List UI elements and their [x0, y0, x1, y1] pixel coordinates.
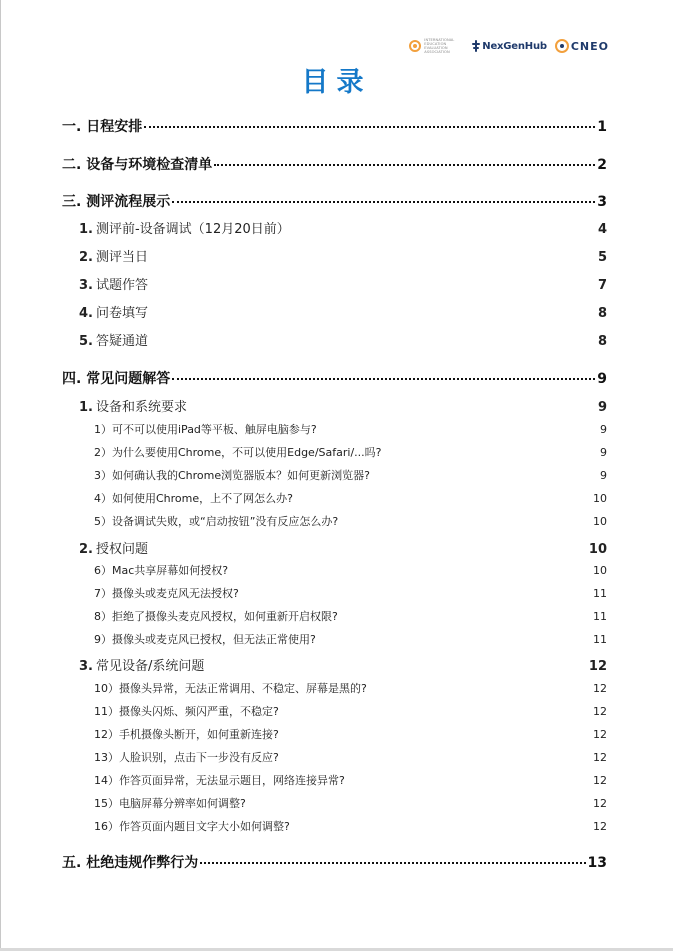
toc-page-number: 9 — [600, 423, 607, 436]
toc-page-number: 9 — [597, 400, 607, 415]
toc-entry[interactable] — [94, 490, 607, 506]
logo-ieea-text: INTERNATIONAL EDUCATION EVALUATION ASSOCIATION — [424, 38, 455, 54]
toc-page-number: 1 — [597, 119, 607, 135]
toc-entry-label: 9）摄像头或麦克风已授权，但无法正常使用? — [94, 633, 316, 646]
toc-entry-number: 4. — [79, 306, 93, 321]
toc-entry[interactable] — [94, 513, 607, 529]
toc-entry-label: 设备和系统要求 — [95, 400, 187, 415]
toc-page-number: 7 — [597, 278, 607, 293]
toc-entry-label: 三. 测评流程展示 — [62, 194, 171, 210]
toc-entry-number: 5. — [79, 334, 93, 349]
toc-entry-label: 常见设备/系统问题 — [95, 659, 205, 674]
toc-page-number: 10 — [593, 564, 607, 577]
toc-entry[interactable] — [62, 852, 607, 872]
toc-page-number: 11 — [593, 633, 607, 646]
toc-page-number: 12 — [593, 728, 607, 741]
toc-entry[interactable] — [94, 680, 607, 696]
toc-entry[interactable] — [94, 467, 607, 483]
toc-entry-label: 二. 设备与环境检查清单 — [62, 157, 213, 173]
toc-entry[interactable] — [94, 421, 607, 437]
toc-entry-label: 五. 杜绝违规作弊行为 — [62, 855, 199, 871]
toc-entry-label: 12）手机摄像头断开，如何重新连接? — [94, 728, 279, 741]
toc-dot-leader — [172, 201, 595, 203]
toc-page-number: 4 — [597, 222, 607, 237]
partner-logos — [409, 38, 609, 54]
toc-entry[interactable] — [94, 703, 607, 719]
toc-entry-number: 1. — [79, 222, 93, 237]
toc-entry-label: 2）为什么要使用Chrome，不可以使用Edge/Safari/...吗? — [94, 446, 382, 459]
toc-entry-number: 2. — [79, 542, 93, 557]
toc-dot-leader — [214, 164, 595, 166]
toc-entry-label: 试题作答 — [95, 278, 148, 293]
toc-entry[interactable] — [94, 608, 607, 624]
toc-page-number: 12 — [593, 820, 607, 833]
toc-page-number: 9 — [597, 371, 607, 387]
logo-cneo — [555, 39, 609, 53]
toc-entry-label: 5）设备调试失败，或“启动按钮”没有反应怎么办? — [94, 515, 339, 528]
toc-entry-label: 14）作答页面异常，无法显示题目，网络连接异常? — [94, 774, 345, 787]
toc-entry-label: 8）拒绝了摄像头麦克风授权，如何重新开启权限? — [94, 610, 338, 623]
toc-entry[interactable] — [94, 726, 607, 742]
toc-entry-label: 15）电脑屏幕分辨率如何调整? — [94, 797, 246, 810]
toc-entry-label: 测评当日 — [95, 250, 148, 265]
toc-entry-number: 3. — [79, 278, 93, 293]
toc-page-number: 11 — [593, 610, 607, 623]
toc-entry[interactable] — [62, 154, 607, 174]
toc-entry[interactable] — [94, 818, 607, 834]
toc-page-number: 12 — [593, 797, 607, 810]
logo-ieea — [409, 38, 464, 54]
toc-entry[interactable] — [62, 191, 607, 211]
toc-entry-label: 7）摄像头或麦克风无法授权? — [94, 587, 239, 600]
ieea-logo-icon — [409, 40, 421, 52]
toc-page-number: 3 — [597, 194, 607, 210]
toc-entry[interactable] — [79, 538, 607, 557]
toc-entry[interactable] — [94, 772, 607, 788]
toc-page-number: 10 — [593, 492, 607, 505]
toc-page-number: 8 — [597, 306, 607, 321]
toc-entry-label: 3）如何确认我的Chrome浏览器版本？如何更新浏览器? — [94, 469, 370, 482]
logo-nexgenhub — [472, 40, 547, 52]
toc-entry-label: 10）摄像头异常，无法正常调用、不稳定、屏幕是黑的? — [94, 682, 367, 695]
toc-entry[interactable] — [79, 655, 607, 674]
toc-entry-label: 一. 日程安排 — [62, 119, 143, 135]
toc-entry-label: 授权问题 — [95, 542, 148, 557]
toc-entry-label: 问卷填写 — [95, 306, 148, 321]
toc-entry-label: 四. 常见问题解答 — [62, 371, 171, 387]
toc-entry[interactable] — [94, 562, 607, 578]
toc-page-number: 12 — [593, 774, 607, 787]
toc-entry[interactable] — [79, 330, 607, 349]
toc-page-number: 2 — [597, 157, 607, 173]
toc-entry[interactable] — [62, 368, 607, 388]
toc-entry[interactable] — [79, 246, 607, 265]
toc-entry[interactable] — [94, 749, 607, 765]
cneo-logo-icon — [555, 39, 569, 53]
toc-entry-label: 1）可不可以使用iPad等平板、触屏电脑参与? — [94, 423, 317, 436]
toc-entry-label: 4）如何使用Chrome，上不了网怎么办? — [94, 492, 293, 505]
toc-entry-label: 测评前-设备调试（12月20日前） — [95, 222, 290, 237]
toc-page-number: 9 — [600, 446, 607, 459]
toc-entry[interactable] — [94, 795, 607, 811]
toc-entry[interactable] — [79, 274, 607, 293]
toc-entry-label: 16）作答页面内题目文字大小如何调整? — [94, 820, 290, 833]
toc-entry-label: 11）摄像头闪烁、频闪严重，不稳定? — [94, 705, 279, 718]
page-left-edge — [0, 0, 1, 951]
toc-entry[interactable] — [94, 585, 607, 601]
toc-page-number: 10 — [588, 542, 607, 557]
toc-page-number: 12 — [593, 682, 607, 695]
toc-entry-label: 13）人脸识别，点击下一步没有反应? — [94, 751, 279, 764]
toc-entry[interactable] — [94, 631, 607, 647]
toc-entry[interactable] — [62, 116, 607, 136]
toc-page-number: 8 — [597, 334, 607, 349]
toc-dot-leader — [172, 378, 595, 380]
toc-page-number: 9 — [600, 469, 607, 482]
toc-entry[interactable] — [94, 444, 607, 460]
toc-entry-number: 1. — [79, 400, 93, 415]
toc-page-number: 12 — [593, 705, 607, 718]
logo-cneo-text: CNEO — [570, 39, 609, 53]
toc-dot-leader — [144, 126, 595, 128]
toc-page-number: 12 — [593, 751, 607, 764]
toc-page-number: 13 — [587, 855, 607, 871]
nexgenhub-logo-icon — [472, 40, 480, 52]
toc-page-number: 12 — [588, 659, 607, 674]
toc-page-number: 10 — [593, 515, 607, 528]
logo-nexgenhub-text: NexGenHub — [482, 40, 547, 52]
toc-entry[interactable] — [79, 396, 607, 415]
toc-entry[interactable] — [79, 302, 607, 321]
toc-entry-number: 3. — [79, 659, 93, 674]
toc-entry-label: 答疑通道 — [95, 334, 148, 349]
toc-entry-number: 2. — [79, 250, 93, 265]
toc-dot-leader — [200, 862, 585, 864]
toc-entry-label: 6）Mac共享屏幕如何授权? — [94, 564, 229, 577]
toc-page-number: 5 — [597, 250, 607, 265]
toc-page-number: 11 — [593, 587, 607, 600]
toc-entry[interactable] — [79, 218, 607, 237]
page-title: 目录 — [301, 67, 372, 98]
